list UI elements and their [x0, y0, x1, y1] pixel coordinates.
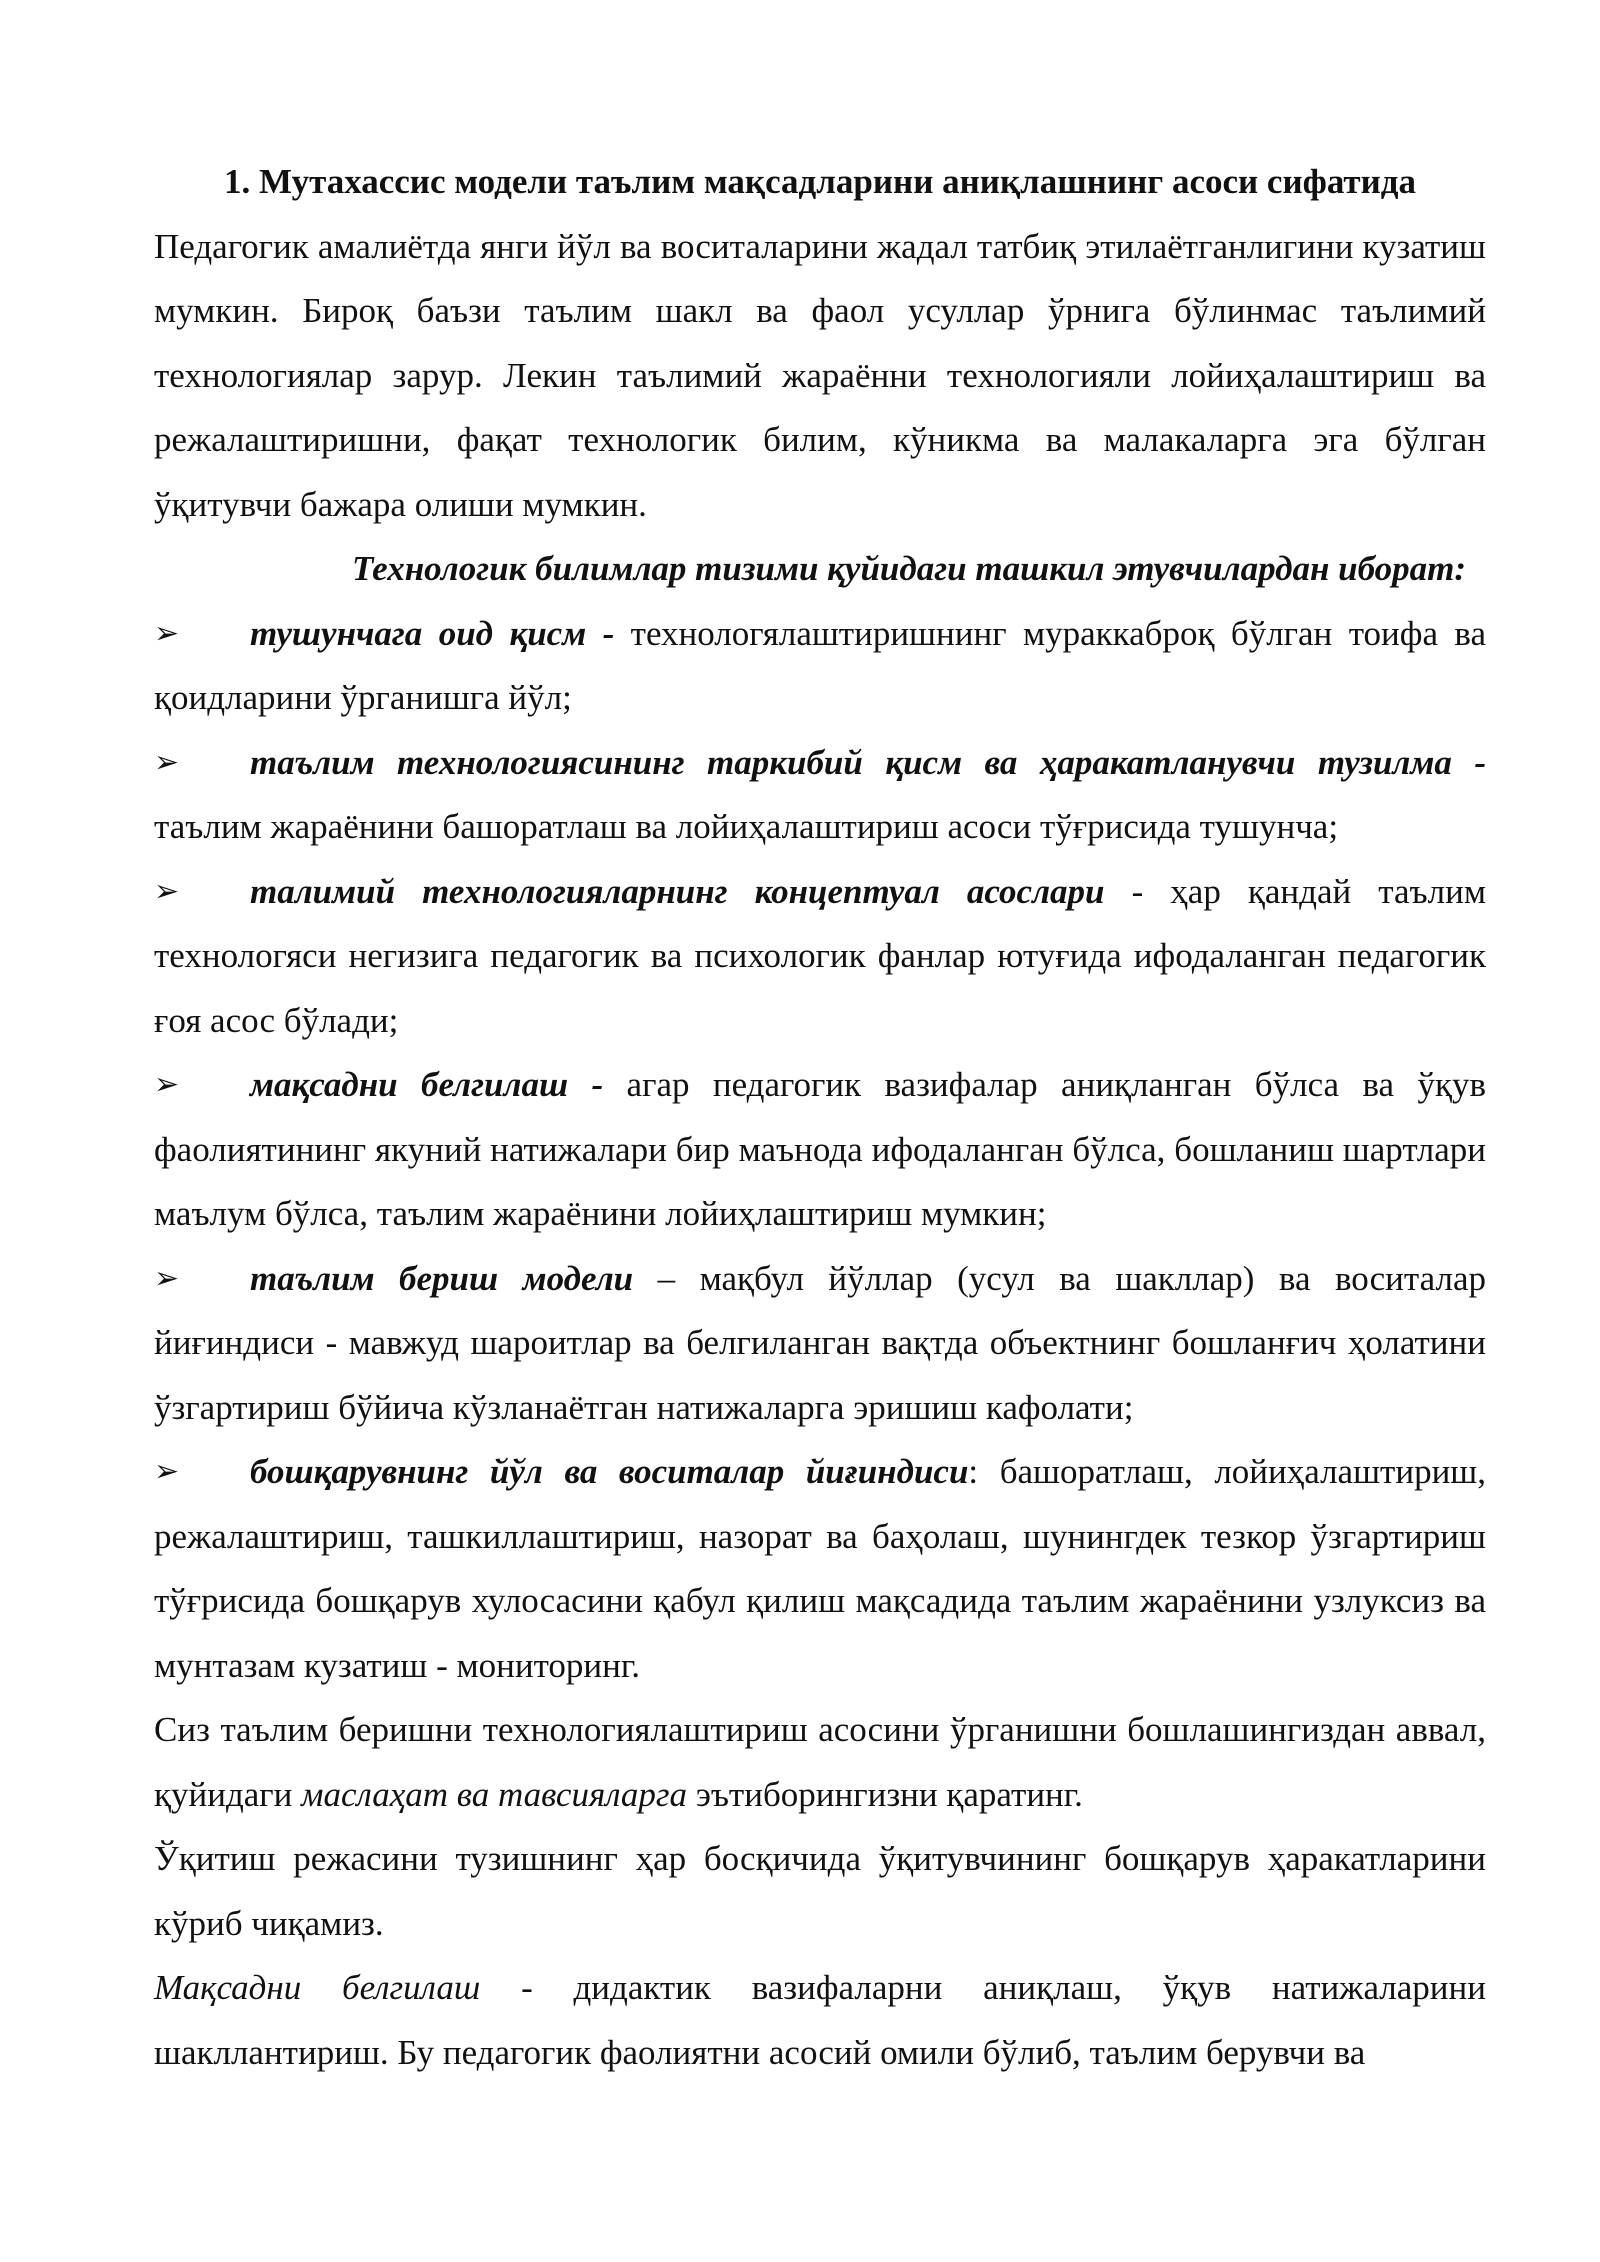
- list-item: [154, 1247, 1486, 1441]
- document-page: [154, 150, 1486, 2085]
- list-item: [154, 731, 1486, 860]
- list-item-text: - ҳар қандай таълим технологяси негизига педагогик ва психологик фанлар ютуғида ифодаланган педагогик ғоя асос бўлади;: [154, 871, 1486, 1040]
- arrow-bullet-icon: ➢: [154, 1260, 180, 1296]
- goal-paragraph: [154, 1956, 1486, 2085]
- list-item: [154, 1053, 1486, 1247]
- list-item-text: – мақбул йўллар (усул ва шакллар) ва воситалар йиғиндиси - мавжуд шароитлар ва белгиланган вақтда объектнинг бошланғич ҳолатини ўзгартириш бўйича кўзланаётган натижаларга эришиш кафолати;: [154, 1258, 1486, 1427]
- arrow-bullet-icon: ➢: [154, 744, 180, 780]
- list-item-term: тушунчага оид қисм -: [250, 613, 615, 653]
- list-heading: Технологик билимлар тизими қуйидаги ташкил этувчилардан иборат:: [352, 549, 1466, 588]
- arrow-bullet-icon: ➢: [154, 1067, 180, 1102]
- list-item-term: мақсадни белгилаш -: [250, 1065, 604, 1104]
- arrow-bullet-icon: ➢: [154, 1454, 180, 1489]
- arrow-bullet-icon: ➢: [154, 615, 180, 651]
- advice-text-end: эътиборингизни қаратинг.: [687, 1774, 1083, 1814]
- advice-text-start: Сиз таълим беришни технологиялаштириш асосини ўрганишни бошлашингиздан аввал, қуйидаги: [154, 1710, 1486, 1814]
- list-item: [154, 860, 1486, 1054]
- list-item-text: агар педагогик вазифалар аниқланган бўлса ва ўқув фаолиятининг якуний натижалари бир маънода ифодаланган бўлса, бошланиш шартлари маълум бўлса, таълим жараёнини лойиҳлаштириш мумкин;: [154, 1065, 1486, 1233]
- goal-term: Мақсадни белгилаш: [154, 1968, 481, 2007]
- advice-paragraph: [154, 1698, 1486, 1827]
- intro-paragraph: Педагогик амалиётда янги йўл ва воситаларини жадал татбиқ этилаётганлигини кузатиш мумкин. Бироқ баъзи таълим шакл ва фаол усуллар ўрнига бўлинмас таълимий технологиялар зарур. Лекин таълимий жараённи технологияли лойиҳалаштириш ва режалаштиришни, фақат технологик билим, кўникма ва малакаларга эга бўлган ўқитувчи бажара олиши мумкин.: [154, 226, 1486, 524]
- list-item-text: : башоратлаш, лойиҳалаштириш, режалаштириш, ташкиллаштириш, назорат ва баҳолаш, шунингдек тезкор ўзгартириш тўғрисида бошқарув хулосасини қабул қилиш мақсадида таълим жараёнини узлуксиз ва мунтазам кузатиш - мониторинг.: [154, 1452, 1487, 1685]
- list-item-text: технологялаштиришнинг мураккаброқ бўлган тоифа ва қоидларини ўрганишга йўл;: [154, 613, 1487, 717]
- stages-paragraph: Ўқитиш режасини тузишнинг ҳар босқичида ўқитувчининг бошқарув ҳаракатларини кўриб чиқамиз.: [154, 1839, 1486, 1943]
- section-heading: 1. Мутахассис модели таълим мақсадларини аниқлашнинг асоси сифатида: [224, 162, 1416, 201]
- list-item-term: таълим технологиясининг таркибий қисм ва ҳаракатланувчи тузилма -: [250, 742, 1486, 782]
- list-item-text: таълим жараёнини башоратлаш ва лойиҳалаштириш асоси тўғрисида тушунча;: [154, 807, 1339, 846]
- arrow-bullet-icon: ➢: [154, 873, 180, 909]
- list-item-term: таълим бериш модели: [250, 1258, 634, 1298]
- list-item-term: талимий технологияларнинг концептуал асослари: [250, 871, 1105, 911]
- list-item: [154, 1440, 1486, 1698]
- list-item: [154, 602, 1486, 731]
- advice-italic-text: маслаҳат ва тавсияларга: [301, 1774, 688, 1814]
- list-item-term: бошқарувнинг йўл ва воситалар йиғиндиси: [250, 1452, 969, 1491]
- goal-text: - дидактик вазифаларни аниқлаш, ўқув натижаларини шакллантириш. Бу педагогик фаолиятни асосий омили бўлиб, таълим берувчи ва: [154, 1968, 1486, 2072]
